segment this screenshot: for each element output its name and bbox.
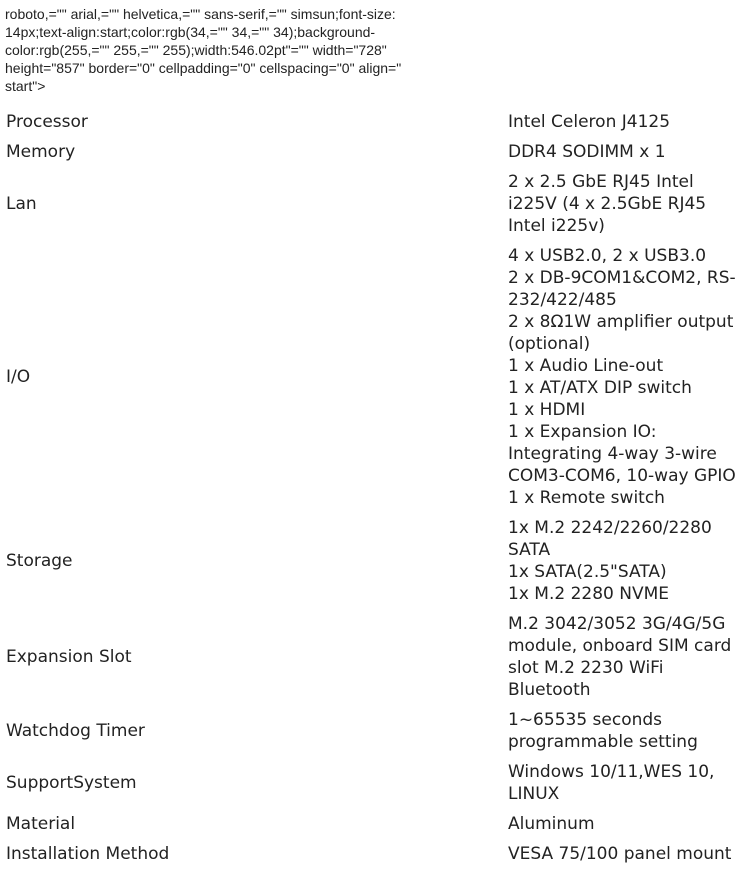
spec-label: I/O — [6, 367, 31, 387]
spec-value-line: DDR4 SODIMM x 1 — [508, 142, 666, 162]
spec-value — [502, 813, 750, 835]
spec-value-line: 2 x DB-9COM1&COM2, RS-232/422/485 — [508, 268, 736, 310]
spec-row — [0, 813, 750, 835]
spec-value — [502, 761, 750, 805]
spec-row — [0, 613, 750, 701]
spec-row — [0, 141, 750, 163]
spec-value-line: Intel Celeron J4125 — [508, 112, 671, 132]
spec-value — [502, 245, 750, 509]
spec-table-body — [0, 111, 750, 865]
spec-row — [0, 843, 750, 865]
spec-value-line: 1~65535 seconds programmable setting — [508, 710, 698, 752]
spec-value-line: 1 x Audio Line-out — [508, 356, 664, 376]
spec-value-line: 2 x 8Ω1W amplifier output (optional) — [508, 312, 734, 354]
spec-label: Material — [6, 814, 76, 834]
spec-row — [0, 761, 750, 805]
spec-value-line: M.2 3042/3052 3G/4G/5G module, onboard SIM card slot M.2 2230 WiFi Bluetooth — [508, 614, 732, 700]
spec-value-line: 4 x USB2.0, 2 x USB3.0 — [508, 246, 707, 266]
spec-value — [502, 517, 750, 605]
spec-value — [502, 171, 750, 237]
spec-label: Installation Method — [6, 844, 170, 864]
raw-html-attribute-text: roboto,="" arial,="" helvetica,="" sans-serif,="" simsun;font-size: 14px;text-align:start;color:rgb(34,="" 34,="" 34);background- color:rgb(255,="" 255,="" 255);width:546.02pt"="" width="728" height="857" border="0" cellpadding="0" cellspacing="0" align=" start"> — [5, 6, 402, 94]
spec-value-line: 1x M.2 2280 NVME — [508, 584, 669, 604]
spec-row — [0, 517, 750, 605]
spec-row — [0, 171, 750, 237]
spec-table — [0, 103, 750, 873]
spec-value — [502, 141, 750, 163]
spec-value-line: 1x M.2 2242/2260/2280 SATA — [508, 518, 712, 560]
spec-row — [0, 245, 750, 509]
spec-value — [502, 111, 750, 133]
spec-label: Lan — [6, 194, 37, 214]
spec-label: SupportSystem — [6, 773, 137, 793]
spec-value — [502, 709, 750, 753]
spec-label: Watchdog Timer — [6, 721, 145, 741]
spec-value-line: Aluminum — [508, 814, 595, 834]
spec-value-line: 1 x HDMI — [508, 400, 586, 420]
spec-row — [0, 111, 750, 133]
spec-label: Storage — [6, 551, 73, 571]
spec-label: Processor — [6, 112, 88, 132]
spec-value-line: 1 x Expansion IO: Integrating 4-way 3-wire COM3-COM6, 10-way GPIO — [508, 422, 736, 486]
spec-value-line: VESA 75/100 panel mount — [508, 844, 732, 864]
spec-value — [502, 843, 750, 865]
spec-value-line: 1 x Remote switch — [508, 488, 665, 508]
spec-label: Memory — [6, 142, 76, 162]
spec-value-line: 1 x AT/ATX DIP switch — [508, 378, 692, 398]
spec-row — [0, 709, 750, 753]
spec-label: Expansion Slot — [6, 647, 132, 667]
spec-value — [502, 613, 750, 701]
spec-value-line: Windows 10/11,WES 10, LINUX — [508, 762, 715, 804]
spec-value-line: 2 x 2.5 GbE RJ45 Intel i225V (4 x 2.5GbE RJ45 Intel i225v) — [508, 172, 707, 236]
spec-value-line: 1x SATA(2.5"SATA) — [508, 562, 667, 582]
